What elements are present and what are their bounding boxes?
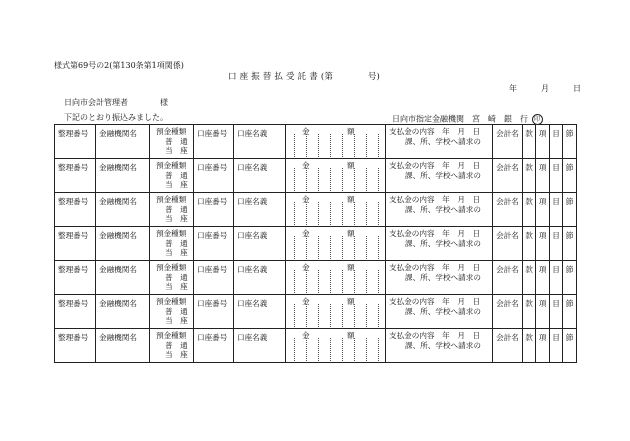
transfer-notice: 下記のとおり振込みました。	[64, 113, 168, 122]
kan-cell[interactable]: 款	[523, 193, 536, 227]
bank-name-cell[interactable]: 金融機関名	[96, 227, 150, 261]
moku-cell[interactable]: 目	[550, 159, 563, 193]
moku-cell[interactable]: 目	[550, 261, 563, 295]
deposit-type-ordinary[interactable]: 普 通	[165, 136, 188, 146]
account-name-cell[interactable]: 口座名義	[234, 227, 286, 261]
setsu-cell[interactable]: 節	[563, 261, 577, 295]
kan-cell[interactable]: 款	[523, 295, 536, 329]
moku-cell[interactable]: 目	[550, 193, 563, 227]
deposit-type-cell[interactable]: 預金種類 普 通 当 座	[150, 295, 194, 329]
kou-cell[interactable]: 項	[536, 227, 550, 261]
kou-cell[interactable]: 項	[536, 295, 550, 329]
document-title: 口 座 振 替 払 受 託 書 (第 号)	[228, 72, 381, 82]
setsu-cell[interactable]: 節	[563, 329, 577, 363]
ref-no-cell[interactable]: 整理番号	[55, 159, 96, 193]
deposit-type-current[interactable]: 当 座	[165, 180, 188, 190]
bank-name-cell[interactable]: 金融機関名	[96, 295, 150, 329]
kou-cell[interactable]: 項	[536, 261, 550, 295]
account-no-cell[interactable]: 口座番号	[194, 193, 234, 227]
seal-mark: 印	[532, 114, 543, 125]
setsu-cell[interactable]: 節	[563, 159, 577, 193]
table-row	[55, 159, 577, 193]
payment-detail-cell[interactable]: 支払金の内容 年 月 日 課、所、学校へ請求の	[386, 193, 493, 227]
kou-cell[interactable]: 項	[536, 159, 550, 193]
account-no-cell[interactable]: 口座番号	[194, 227, 234, 261]
deposit-type-current[interactable]: 当 座	[165, 214, 188, 224]
amount-cell[interactable]: 金 額	[286, 159, 386, 193]
deposit-type-cell[interactable]: 預金種類 普 通 当 座	[150, 125, 194, 159]
deposit-type-cell[interactable]: 預金種類 普 通 当 座	[150, 193, 194, 227]
bank-name-cell[interactable]: 金融機関名	[96, 329, 150, 363]
account-no-cell[interactable]: 口座番号	[194, 125, 234, 159]
ref-no-cell[interactable]: 整理番号	[55, 295, 96, 329]
amount-cell[interactable]: 金 額	[286, 125, 386, 159]
bank-name: 日向市指定金融機関 宮 崎 銀 行	[392, 114, 528, 124]
payment-detail-cell[interactable]: 支払金の内容 年 月 日 課、所、学校へ請求の	[386, 329, 493, 363]
account-name-cell[interactable]: 口座名義	[234, 295, 286, 329]
issue-date: 年 月 日	[509, 84, 581, 93]
ref-no-cell[interactable]: 整理番号	[55, 329, 96, 363]
deposit-type-ordinary[interactable]: 普 通	[165, 272, 188, 282]
kou-cell[interactable]: 項	[536, 125, 550, 159]
account-title-cell[interactable]: 会計名	[493, 295, 523, 329]
deposit-type-ordinary[interactable]: 普 通	[165, 204, 188, 214]
account-name-cell[interactable]: 口座名義	[234, 329, 286, 363]
account-name-cell[interactable]: 口座名義	[234, 261, 286, 295]
deposit-type-cell[interactable]: 預金種類 普 通 当 座	[150, 227, 194, 261]
deposit-type-ordinary[interactable]: 普 通	[165, 340, 188, 350]
recipient: 日向市会計管理者 様	[64, 98, 168, 107]
kou-cell[interactable]: 項	[536, 193, 550, 227]
transfer-ledger-table	[54, 124, 577, 363]
bank-name-cell[interactable]: 金融機関名	[96, 193, 150, 227]
moku-cell[interactable]: 目	[550, 295, 563, 329]
table-row	[55, 193, 577, 227]
payment-detail-cell[interactable]: 支払金の内容 年 月 日 課、所、学校へ請求の	[386, 125, 493, 159]
account-title-cell[interactable]: 会計名	[493, 159, 523, 193]
account-name-cell[interactable]: 口座名義	[234, 193, 286, 227]
payment-detail-cell[interactable]: 支払金の内容 年 月 日 課、所、学校へ請求の	[386, 261, 493, 295]
account-no-cell[interactable]: 口座番号	[194, 159, 234, 193]
deposit-type-current[interactable]: 当 座	[165, 350, 188, 360]
setsu-cell[interactable]: 節	[563, 125, 577, 159]
moku-cell[interactable]: 目	[550, 227, 563, 261]
deposit-type-ordinary[interactable]: 普 通	[165, 306, 188, 316]
form-number: 様式第69号の2(第130条第1項関係)	[54, 61, 184, 70]
kan-cell[interactable]: 款	[523, 329, 536, 363]
payment-detail-cell[interactable]: 支払金の内容 年 月 日 課、所、学校へ請求の	[386, 227, 493, 261]
kan-cell[interactable]: 款	[523, 125, 536, 159]
amount-cell[interactable]: 金 額	[286, 295, 386, 329]
ref-no-cell[interactable]: 整理番号	[55, 227, 96, 261]
account-name-cell[interactable]: 口座名義	[234, 125, 286, 159]
account-no-cell[interactable]: 口座番号	[194, 295, 234, 329]
deposit-type-ordinary[interactable]: 普 通	[165, 170, 188, 180]
kou-cell[interactable]: 項	[536, 329, 550, 363]
account-no-cell[interactable]: 口座番号	[194, 329, 234, 363]
ref-no-cell[interactable]: 整理番号	[55, 261, 96, 295]
kan-cell[interactable]: 款	[523, 261, 536, 295]
kan-cell[interactable]: 款	[523, 227, 536, 261]
account-title-cell[interactable]: 会計名	[493, 125, 523, 159]
deposit-type-cell[interactable]: 預金種類 普 通 当 座	[150, 159, 194, 193]
deposit-type-ordinary[interactable]: 普 通	[165, 238, 188, 248]
table-row	[55, 227, 577, 261]
table-row	[55, 295, 577, 329]
kan-cell[interactable]: 款	[523, 159, 536, 193]
bank-name-cell[interactable]: 金融機関名	[96, 261, 150, 295]
ref-no-cell[interactable]: 整理番号	[55, 125, 96, 159]
setsu-cell[interactable]: 節	[563, 227, 577, 261]
table-row	[55, 261, 577, 295]
account-title-cell[interactable]: 会計名	[493, 227, 523, 261]
deposit-type-current[interactable]: 当 座	[165, 316, 188, 326]
deposit-type-current[interactable]: 当 座	[165, 146, 188, 156]
payment-detail-cell[interactable]: 支払金の内容 年 月 日 課、所、学校へ請求の	[386, 295, 493, 329]
bank-name-cell[interactable]: 金融機関名	[96, 125, 150, 159]
setsu-cell[interactable]: 節	[563, 193, 577, 227]
amount-cell[interactable]: 金 額	[286, 193, 386, 227]
deposit-type-current[interactable]: 当 座	[165, 282, 188, 292]
table-row	[55, 125, 577, 159]
account-no-cell[interactable]: 口座番号	[194, 261, 234, 295]
bank-name-cell[interactable]: 金融機関名	[96, 159, 150, 193]
amount-cell[interactable]: 金 額	[286, 329, 386, 363]
amount-cell[interactable]: 金 額	[286, 227, 386, 261]
ref-no-cell[interactable]: 整理番号	[55, 193, 96, 227]
moku-cell[interactable]: 目	[550, 125, 563, 159]
account-title-cell[interactable]: 会計名	[493, 329, 523, 363]
table-row	[55, 329, 577, 363]
setsu-cell[interactable]: 節	[563, 295, 577, 329]
deposit-type-current[interactable]: 当 座	[165, 248, 188, 258]
deposit-type-cell[interactable]: 預金種類 普 通 当 座	[150, 261, 194, 295]
account-title-cell[interactable]: 会計名	[493, 193, 523, 227]
deposit-type-cell[interactable]: 預金種類 普 通 当 座	[150, 329, 194, 363]
payment-detail-cell[interactable]: 支払金の内容 年 月 日 課、所、学校へ請求の	[386, 159, 493, 193]
moku-cell[interactable]: 目	[550, 329, 563, 363]
account-title-cell[interactable]: 会計名	[493, 261, 523, 295]
account-name-cell[interactable]: 口座名義	[234, 159, 286, 193]
amount-cell[interactable]: 金 額	[286, 261, 386, 295]
